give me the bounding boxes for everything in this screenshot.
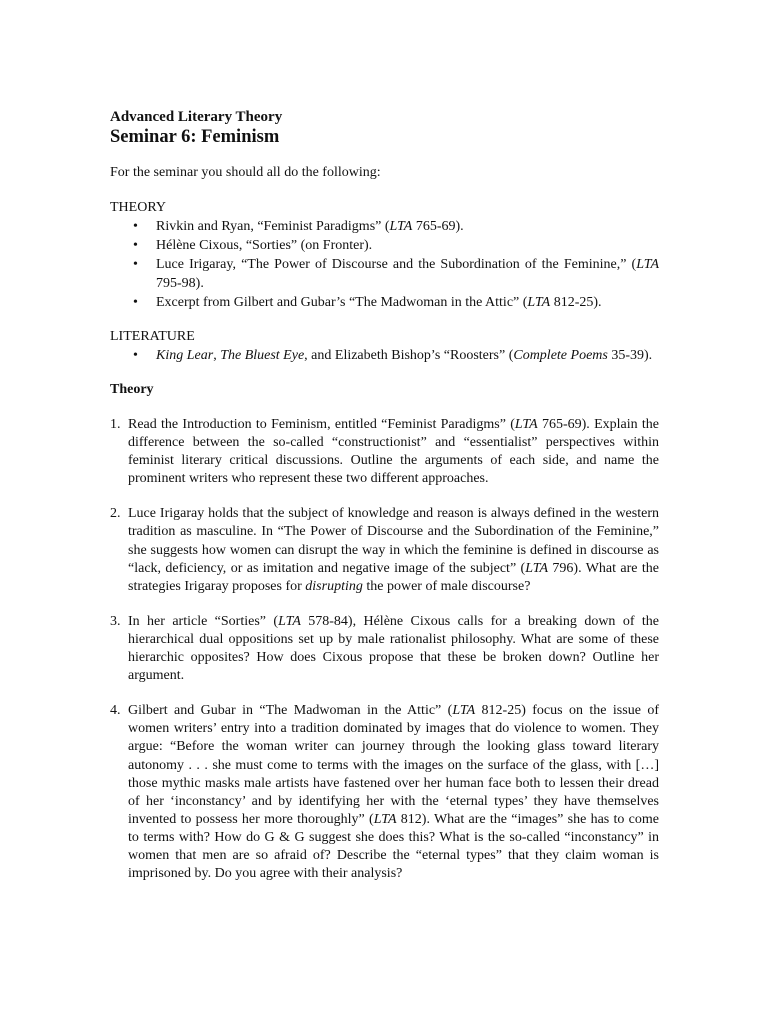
text-run: the power of male discourse?	[362, 578, 531, 594]
italic-text: The Bluest Eye	[220, 348, 305, 363]
italic-text: LTA	[373, 811, 397, 827]
question-number: 1.	[110, 417, 121, 432]
italic-text: LTA	[527, 295, 551, 310]
italic-text: LTA	[389, 219, 413, 234]
text-run: Luce Irigaray, “The Power of Discourse and the Subordination of the Feminine,” (	[156, 257, 637, 272]
question-item	[110, 702, 659, 883]
question-number: 2.	[110, 506, 121, 522]
question-item	[110, 613, 659, 685]
question-text	[128, 614, 659, 683]
question-text	[128, 703, 659, 881]
text-run: 812). What are the “images” she has to come to terms with? How do G & G suggest she does this? What is the so-called “inconstancy” in women that men are so afraid of? Describe the “eternal types” that they claim woman is imprisoned by. Do you agree with their analysis?	[128, 811, 659, 882]
question-text	[128, 506, 659, 593]
text-run: 765-69). Explain the difference between the so-called “constructionist” and “essentialist” perspectives within feminist literary critical discussions. Outline the arguments of each side, and name the prominent writers who represent these two different approaches.	[128, 417, 659, 487]
bullet-icon: •	[133, 219, 138, 234]
reading-item-text	[156, 295, 602, 310]
reading-item	[110, 236, 659, 255]
text-run: 812-25).	[550, 295, 602, 310]
text-run: Luce Irigaray holds that the subject of knowledge and reason is always defined in the western tradition as masculine. In “The Power of Discourse and the Subordination of the Feminine,” she suggests how women can disrupt the way in which the feminine is defined in discourse as “lack, deficiency, or as imitation and negative image of the subject” (	[128, 506, 659, 576]
italic-text: disrupting	[305, 578, 363, 594]
italic-text: LTA	[278, 613, 301, 629]
text-run: Gilbert and Gubar in “The Madwoman in the Attic” (	[128, 703, 453, 719]
text-run: Rivkin and Ryan, “Feminist Paradigms” (	[156, 219, 390, 234]
reading-item-text	[156, 348, 652, 363]
question-item	[110, 505, 659, 595]
literature-reading-list	[110, 346, 659, 365]
italic-text: LTA	[452, 703, 476, 719]
text-run: 765-69).	[412, 219, 464, 234]
reading-item	[110, 346, 659, 365]
bullet-icon: •	[133, 238, 138, 253]
text-run: ,	[213, 348, 221, 363]
bullet-icon: •	[133, 257, 138, 272]
reading-item	[110, 255, 659, 293]
text-run: Excerpt from Gilbert and Gubar’s “The Madwoman in the Attic” (	[156, 295, 528, 310]
bullet-icon: •	[133, 348, 138, 363]
reading-item-text	[156, 257, 659, 291]
text-run: 812-25) focus on the issue of women writers’ entry into a tradition dominated by images that do violence to women. They argue: “Before the woman writer can journey through the looking glass toward literary autonomy . . . she must come to terms with the images on the surface of the glass, with […] those mythic masks male artists have fastened over her human face both to lessen their dread of her ‘inconstancy’ and by identifying her with the ‘eternal types’ they have themselves invented to possess her more thoroughly” (	[128, 703, 659, 827]
text-run: 578-84), Hélène Cixous calls for a breaking down of the hierarchical dual oppositions set up by male rationalist philosophy. What are some of these hierarchic opposites? How does Cixous propose that these be broken down? Outline her argument.	[128, 613, 659, 684]
text-run: Read the Introduction to Feminism, entitled “Feminist Paradigms” (	[128, 417, 515, 432]
question-number: 3.	[110, 613, 121, 629]
italic-text: LTA	[514, 417, 538, 432]
text-run: 795-98).	[156, 276, 204, 291]
seminar-title: Seminar 6: Feminism	[110, 127, 280, 147]
italic-text: LTA	[525, 560, 549, 576]
bullet-icon: •	[133, 295, 138, 310]
question-text	[128, 417, 659, 486]
course-title: Advanced Literary Theory	[110, 109, 283, 125]
text-run: Hélène Cixous, “Sorties” (on Fronter).	[156, 238, 373, 253]
text-run: 796). What are the strategies Irigaray proposes for	[128, 560, 660, 594]
reading-item	[110, 217, 659, 236]
italic-text: Complete Poems	[513, 348, 608, 363]
reading-item	[110, 293, 659, 312]
text-run: 35-39).	[607, 348, 653, 363]
reading-item-text	[156, 238, 372, 253]
theory-reading-list	[110, 217, 659, 312]
italic-text: LTA	[636, 257, 659, 272]
theory-heading: THEORY	[110, 200, 166, 215]
questions-heading: Theory	[110, 382, 154, 397]
question-list	[110, 416, 659, 883]
reading-item-text	[156, 219, 464, 234]
intro-text: For the seminar you should all do the following:	[110, 165, 381, 180]
text-run: In her article “Sorties” (	[128, 613, 279, 629]
document-page	[110, 108, 659, 900]
literature-heading: LITERATURE	[110, 329, 195, 344]
text-run: , and Elizabeth Bishop’s “Roosters” (	[304, 348, 514, 363]
question-number: 4.	[110, 703, 121, 719]
question-item	[110, 416, 659, 488]
italic-text: King Lear	[156, 348, 214, 363]
